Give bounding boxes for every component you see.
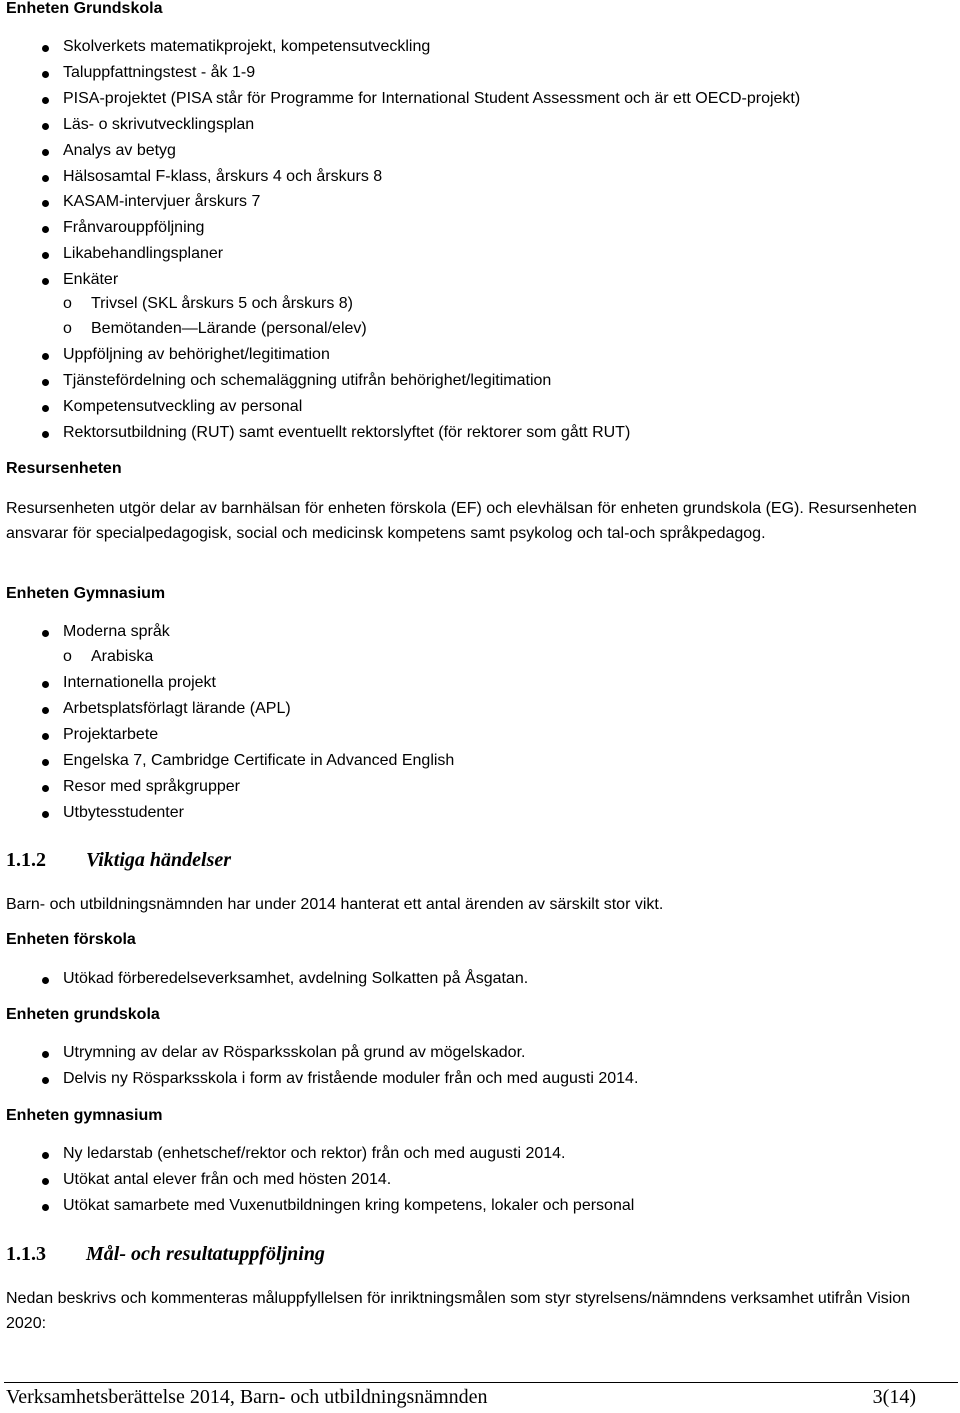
- heading-enheten-gymnasium-2: Enheten gymnasium: [6, 1107, 163, 1124]
- list-item: Ny ledarstab (enhetschef/rektor och rektor) från och med augusti 2014.: [63, 1145, 566, 1162]
- bullet-icon: [42, 630, 49, 637]
- bullet-icon: [42, 71, 49, 78]
- heading-enheten-grundskola-2: Enheten grundskola: [6, 1006, 160, 1023]
- page-number: 3(14): [872, 1386, 916, 1408]
- bullet-icon: [42, 45, 49, 52]
- section-title: Mål- och resultatuppföljning: [86, 1243, 325, 1265]
- section-heading-mal-och-resultat: [6, 1243, 325, 1266]
- section-intro: Barn- och utbildningsnämnden har under 2014 hanterat ett antal ärenden av särskilt stor vikt.: [6, 896, 664, 913]
- bullet-icon: [42, 405, 49, 412]
- section-number: 1.1.2: [6, 849, 46, 871]
- bullet-icon: [42, 785, 49, 792]
- list-item: Arbetsplatsförlagt lärande (APL): [63, 700, 291, 717]
- bullet-icon: [42, 977, 49, 984]
- list-item: Utökad förberedelseverksamhet, avdelning Solkatten på Åsgatan.: [63, 970, 529, 987]
- list-item: Utbytesstudenter: [63, 804, 184, 821]
- heading-enheten-grundskola: Enheten Grundskola: [6, 0, 163, 17]
- list-item: Rektorsutbildning (RUT) samt eventuellt rektorslyftet (för rektorer som gått RUT): [63, 424, 631, 441]
- list-item: Skolverkets matematikprojekt, kompetensutveckling: [63, 38, 431, 55]
- bullet-icon: [42, 811, 49, 818]
- heading-enheten-gymnasium: Enheten Gymnasium: [6, 585, 166, 602]
- footer-title: Verksamhetsberättelse 2014, Barn- och utbildningsnämnden: [6, 1386, 488, 1408]
- list-item: Projektarbete: [63, 726, 159, 743]
- bullet-icon: [42, 431, 49, 438]
- sub-list-item: Trivsel (SKL årskurs 5 och årskurs 8): [91, 295, 353, 312]
- bullet-icon: [42, 681, 49, 688]
- list-item: Läs- o skrivutvecklingsplan: [63, 116, 255, 133]
- bullet-icon: [42, 379, 49, 386]
- list-item: Moderna språk: [63, 623, 170, 640]
- bullet-icon: [42, 252, 49, 259]
- bullet-icon: [42, 1051, 49, 1058]
- bullet-icon: [42, 1077, 49, 1084]
- list-item: Utökat samarbete med Vuxenutbildningen kring kompetens, lokaler och personal: [63, 1197, 635, 1214]
- list-item: Kompetensutveckling av personal: [63, 398, 303, 415]
- sub-bullet-icon: o: [63, 320, 72, 337]
- section-number: 1.1.3: [6, 1243, 46, 1265]
- list-item: Hälsosamtal F-klass, årskurs 4 och årskurs 8: [63, 168, 383, 185]
- sub-list-item: Bemötanden—Lärande (personal/elev): [91, 320, 367, 337]
- list-item: Resor med språkgrupper: [63, 778, 240, 795]
- bullet-icon: [42, 733, 49, 740]
- list-item: Internationella projekt: [63, 674, 216, 691]
- list-item: Frånvarouppföljning: [63, 219, 205, 236]
- section-intro: Nedan beskrivs och kommenteras måluppfyllelsen för inriktningsmålen som styr styrelsens/nämndens verksamhet utifrån Vision 2020:: [6, 1290, 911, 1332]
- sub-bullet-icon: o: [63, 648, 72, 665]
- resurs-paragraph: Resursenheten utgör delar av barnhälsan för enheten förskola (EF) och elevhälsan för enheten grundskola (EG). Resursenheten ansvarar för specialpedagogisk, social och medicinsk kompetens samt psykolog och tal-och språkpedagog.: [6, 500, 917, 542]
- bullet-icon: [42, 1204, 49, 1211]
- list-item: Engelska 7, Cambridge Certificate in Advanced English: [63, 752, 455, 769]
- list-item: KASAM-intervjuer årskurs 7: [63, 193, 261, 210]
- list-item: Utökat antal elever från och med hösten 2014.: [63, 1171, 392, 1188]
- bullet-icon: [42, 1178, 49, 1185]
- list-item: PISA-projektet (PISA står för Programme for International Student Assessment och är ett OECD-projekt): [63, 90, 801, 107]
- bullet-icon: [42, 707, 49, 714]
- list-item: Taluppfattningstest - åk 1-9: [63, 64, 256, 81]
- footer-divider: [4, 1382, 958, 1383]
- bullet-icon: [42, 353, 49, 360]
- list-item: Tjänstefördelning och schemaläggning utifrån behörighet/legitimation: [63, 372, 552, 389]
- bullet-icon: [42, 175, 49, 182]
- bullet-icon: [42, 123, 49, 130]
- section-title: Viktiga händelser: [86, 849, 232, 871]
- bullet-icon: [42, 278, 49, 285]
- sub-list-item: Arabiska: [91, 648, 154, 665]
- list-item: Analys av betyg: [63, 142, 176, 159]
- list-item: Likabehandlingsplaner: [63, 245, 224, 262]
- bullet-icon: [42, 226, 49, 233]
- list-item: Delvis ny Rösparksskola i form av fristående moduler från och med augusti 2014.: [63, 1070, 639, 1087]
- bullet-icon: [42, 97, 49, 104]
- bullet-icon: [42, 1152, 49, 1159]
- list-item: Uppföljning av behörighet/legitimation: [63, 346, 330, 363]
- list-item: Enkäter: [63, 271, 119, 288]
- heading-resursenheten: Resursenheten: [6, 460, 122, 477]
- heading-enheten-forskola: Enheten förskola: [6, 931, 136, 948]
- section-heading-viktiga-handelser: [6, 849, 231, 872]
- bullet-icon: [42, 149, 49, 156]
- bullet-icon: [42, 759, 49, 766]
- sub-bullet-icon: o: [63, 295, 72, 312]
- bullet-icon: [42, 200, 49, 207]
- list-item: Utrymning av delar av Rösparksskolan på grund av mögelskador.: [63, 1044, 526, 1061]
